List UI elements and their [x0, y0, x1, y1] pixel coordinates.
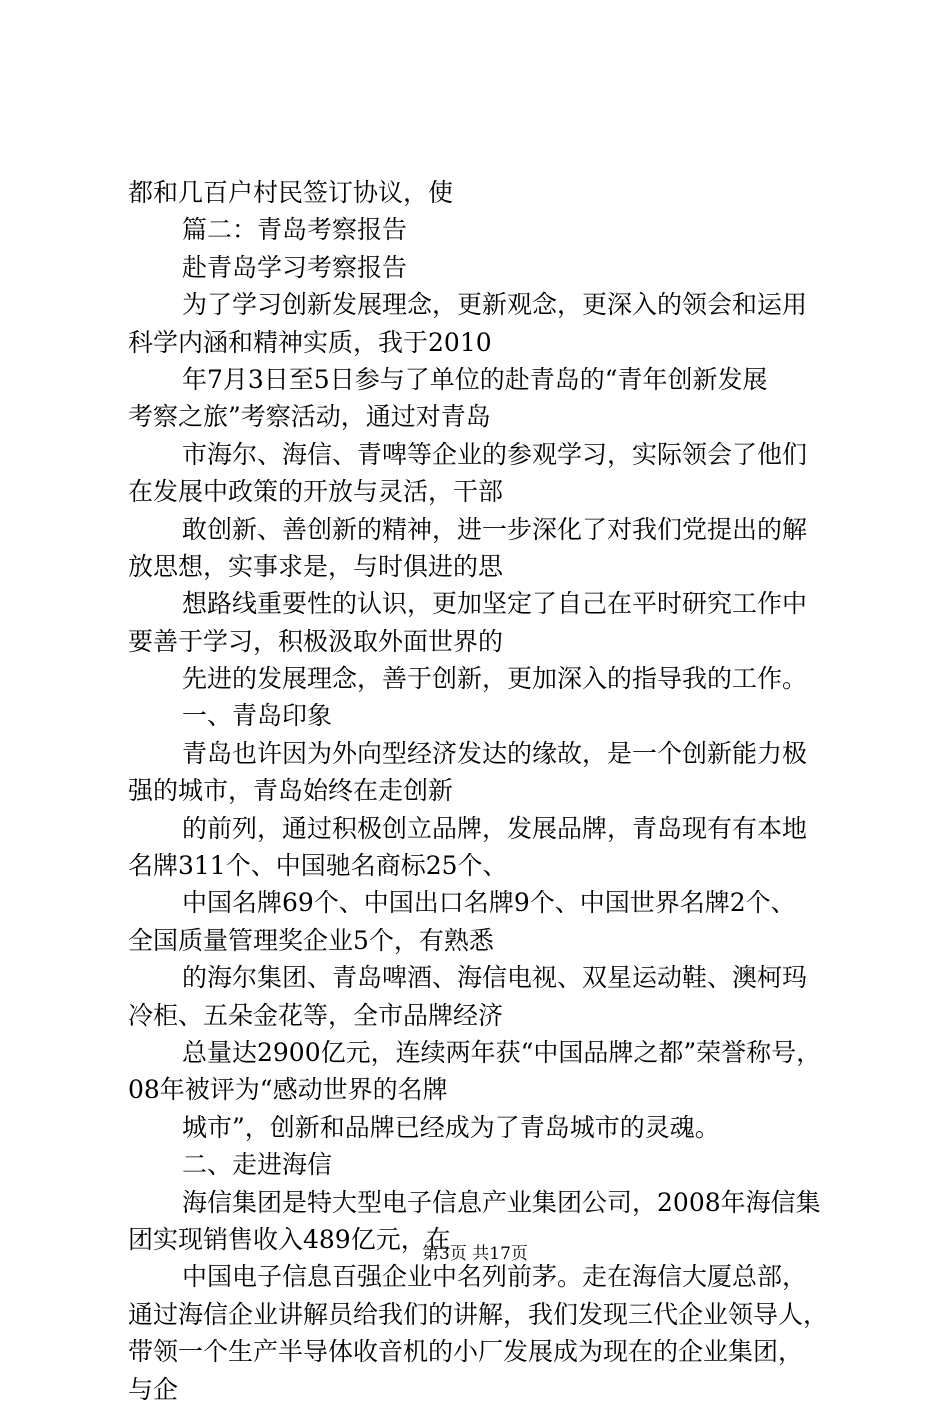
section-heading: 二、走进海信 — [182, 1150, 333, 1180]
text-line: 青岛也许因为外向型经济发达的缘故，是一个创新能力极 — [182, 738, 808, 768]
text-line: 要善于学习，积极汲取外面世界的 — [128, 626, 504, 656]
text-line: 通过海信企业讲解员给我们的讲解，我们发现三代企业领导人， — [128, 1299, 829, 1329]
text-line: 城市”，创新和品牌已经成为了青岛城市的灵魂。 — [182, 1112, 720, 1142]
text-line: 都和几百户村民签订协议，使 — [128, 178, 454, 207]
text-line: 敢创新、善创新的精神，进一步深化了对我们党提出的解 — [182, 514, 808, 544]
page-footer — [0, 1243, 950, 1265]
text-line: 全国质量管理奖企业5个，有熟悉 — [128, 925, 494, 955]
report-title: 赴青岛学习考察报告 — [182, 252, 408, 282]
text-line: 名牌311个、中国驰名商标25个、 — [128, 851, 508, 881]
text-line: 的海尔集团、青岛啤酒、海信电视、双星运动鞋、澳柯玛 — [182, 963, 808, 993]
text-line: 带领一个生产半导体收音机的小厂发展成为现在的企业集团， — [128, 1337, 804, 1367]
text-line: 放思想，实事求是，与时俱进的思 — [128, 551, 504, 581]
document-body — [128, 174, 838, 1408]
text-line: 在发展中政策的开放与灵活，干部 — [128, 477, 504, 507]
text-line: 中国名牌69个、中国出口名牌9个、中国世界名牌2个、 — [182, 888, 796, 918]
text-line: 海信集团是特大型电子信息产业集团公司，2008年海信集 — [182, 1187, 821, 1217]
text-line: 想路线重要性的认识，更加坚定了自己在平时研究工作中 — [182, 589, 808, 619]
text-line: 强的城市，青岛始终在走创新 — [128, 776, 454, 806]
text-line: 科学内涵和精神实质，我于2010 — [128, 327, 492, 357]
text-line: 总量达2900亿元，连续两年获“中国品牌之都”荣誉称号， — [182, 1037, 822, 1067]
text-line: 08年被评为“感动世界的名牌 — [128, 1075, 448, 1105]
text-line: 为了学习创新发展理念，更新观念，更深入的领会和运用 — [182, 290, 808, 320]
text-line: 冷柜、五朵金花等，全市品牌经济 — [128, 1000, 504, 1030]
text-line: 与企 — [128, 1374, 179, 1404]
text-line: 年7月3日至5日参与了单位的赴青岛的“青年创新发展 — [182, 364, 768, 394]
text-line: 市海尔、海信、青啤等企业的参观学习，实际领会了他们 — [182, 439, 808, 469]
text-line: 中国电子信息百强企业中名列前茅。走在海信大厦总部， — [182, 1262, 808, 1292]
section-title: 篇二：青岛考察报告 — [182, 215, 408, 245]
text-line: 先进的发展理念，善于创新，更加深入的指导我的工作。 — [182, 664, 808, 694]
text-line: 团实现销售收入489亿元，在 — [128, 1224, 451, 1254]
page-number: 第3页 共17页 — [422, 1244, 528, 1264]
text-line: 的前列，通过积极创立品牌，发展品牌，青岛现有有本地 — [182, 813, 808, 843]
section-heading: 一、青岛印象 — [182, 701, 333, 731]
text-line: 考察之旅”考察活动，通过对青岛 — [128, 402, 491, 432]
